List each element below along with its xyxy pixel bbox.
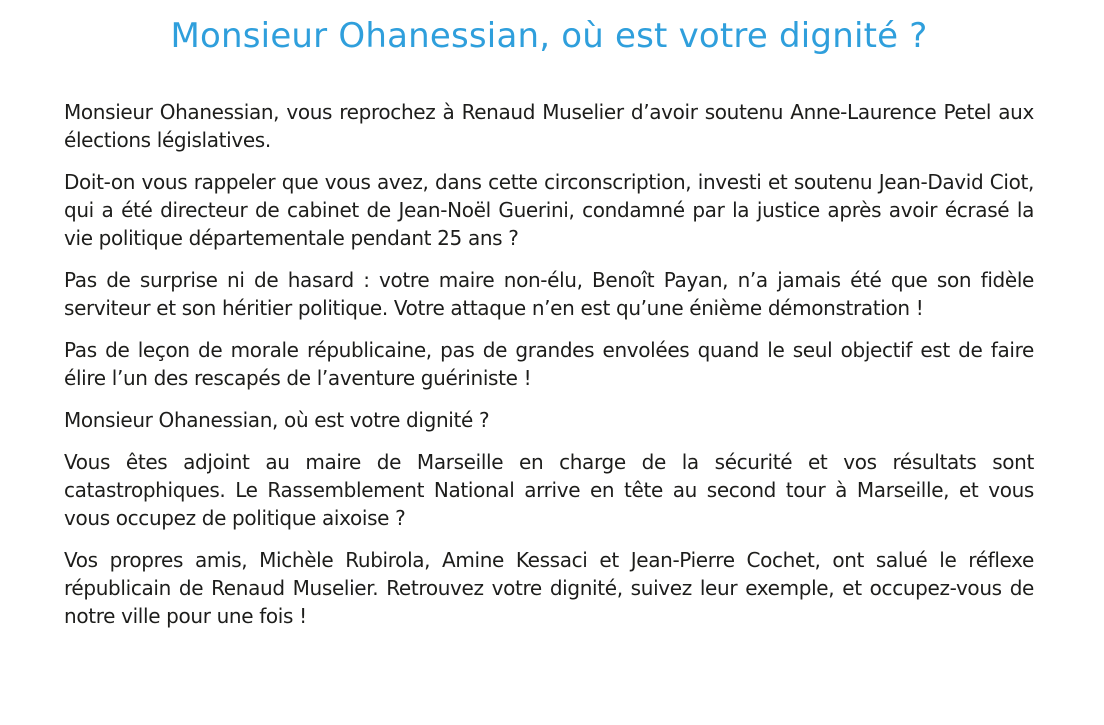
paragraph-amis: Vos propres amis, Michèle Rubirola, Amine Kessaci et Jean-Pierre Cochet, ont salué le réflexe républicain de Renaud Muselier. Retrouvez votre dignité, suivez leur exemple, et occupez-vous de notre ville pour une fois ! <box>64 548 1034 628</box>
document-body <box>64 98 1034 630</box>
paragraph-morale: Pas de leçon de morale républicaine, pas de grandes envolées quand le seul objectif est de faire élire l’un des rescapés de l’aventure guériniste ! <box>64 338 1034 390</box>
paragraph-question: Monsieur Ohanessian, où est votre dignité ? <box>64 408 490 432</box>
paragraph-payan: Pas de surprise ni de hasard : votre maire non-élu, Benoît Payan, n’a jamais été que son fidèle serviteur et son héritier politique. Votre attaque n’en est qu’une énième démonstration ! <box>64 268 1034 320</box>
paragraph-securite: Vous êtes adjoint au maire de Marseille en charge de la sécurité et vos résultats sont catastrophiques. Le Rassemblement National arrive en tête au second tour à Marseille, et vous vous occupez de politique aixoise ? <box>64 450 1034 530</box>
page-title: Monsieur Ohanessian, où est votre dignité ? <box>170 16 928 56</box>
paragraph-ciot: Doit-on vous rappeler que vous avez, dans cette circonscription, investi et soutenu Jean-David Ciot, qui a été directeur de cabinet de Jean-Noël Guerini, condamné par la justice après avoir écrasé la vie politique départementale pendant 25 ans ? <box>64 170 1034 250</box>
paragraph-intro: Monsieur Ohanessian, vous reprochez à Renaud Muselier d’avoir soutenu Anne-Laurence Petel aux élections législatives. <box>64 100 1034 152</box>
